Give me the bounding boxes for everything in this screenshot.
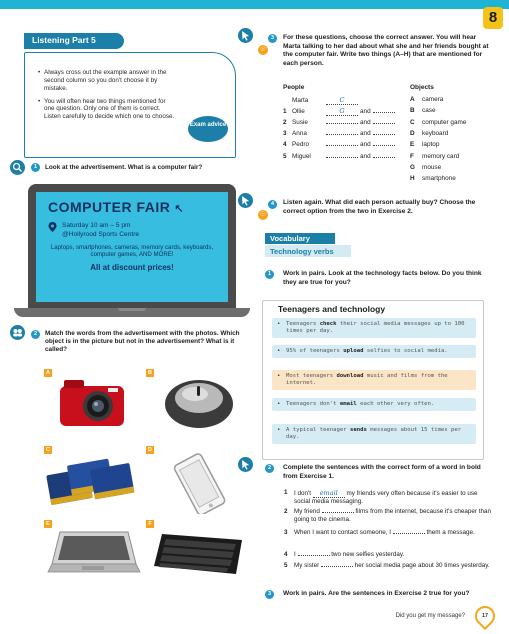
fact-text: music and films from the internet. xyxy=(286,373,448,386)
exercise-1-text: Look at the advertisement. What is a computer fair? xyxy=(45,164,203,171)
sentence-text: When I want to contact someone, I xyxy=(294,529,393,536)
answer-blank[interactable] xyxy=(326,145,358,146)
vocab-exercise-2-text: Complete the sentences with the correct form of a word in bold from Exercise 1. xyxy=(283,464,481,480)
tip-2: • You will often hear two things mentioned for one question. Only one of them is correct. Listen carefully to decide which one to choose. xyxy=(38,98,175,122)
object-letter: F xyxy=(410,152,414,160)
and-label: and xyxy=(360,152,371,160)
sentence-item xyxy=(284,508,494,524)
page-number-badge: 8 xyxy=(483,7,503,29)
fact-verb: upload xyxy=(343,348,364,354)
photo-label: A xyxy=(44,369,52,377)
answer-blank[interactable] xyxy=(298,555,330,556)
fact-item xyxy=(272,398,476,411)
and-label: and xyxy=(360,118,371,126)
advert-time: Saturday 10 am – 5 pm xyxy=(62,221,131,229)
object-option xyxy=(410,131,448,137)
object-name: smartphone xyxy=(422,175,456,183)
photo-label: C xyxy=(44,446,52,454)
location-pin-icon xyxy=(48,222,57,232)
fact-verb: sends xyxy=(350,427,367,433)
object-name: camera xyxy=(422,96,444,103)
people-row xyxy=(283,120,395,126)
cursor-icon xyxy=(238,193,253,208)
sentence-text: My sister xyxy=(294,562,321,569)
answer-blank[interactable] xyxy=(393,533,425,534)
camera-photo xyxy=(54,372,132,434)
object-name: keyboard xyxy=(422,129,449,137)
sentence-item xyxy=(284,529,494,537)
footer-title: Did you get my message? xyxy=(395,612,465,619)
cursor-icon xyxy=(238,457,253,472)
advert-title: COMPUTER FAIR ↖ xyxy=(48,199,185,215)
fact-item xyxy=(272,318,476,338)
people-row xyxy=(283,142,395,148)
people-row xyxy=(283,131,395,137)
answer-blank[interactable] xyxy=(322,512,354,513)
sentence-number: 3 xyxy=(284,529,288,536)
answer-blank[interactable]: email xyxy=(313,489,345,498)
object-name: mouse xyxy=(422,163,442,171)
person-name: Marta xyxy=(292,97,309,104)
exercise-number: 4 xyxy=(268,200,277,209)
advert-prices: All at discount prices! xyxy=(90,263,174,273)
fact-verb: download xyxy=(336,373,364,379)
object-letter: H xyxy=(410,175,415,183)
sentence-text: I don't xyxy=(294,490,313,497)
fact-text: Most teenagers xyxy=(286,373,337,379)
object-option xyxy=(410,120,466,126)
sentence-text: films from the internet, because it's cheaper than going to the cinema. xyxy=(294,508,492,524)
answer-blank[interactable] xyxy=(326,123,358,124)
people-row xyxy=(283,97,358,105)
object-name: laptop xyxy=(422,141,440,149)
tip-1: • Always cross out the example answer in the second column so you don't choose it by mistake. xyxy=(38,69,175,93)
fact-verb: check xyxy=(319,321,337,327)
object-option xyxy=(410,176,456,182)
people-row-number: 4 xyxy=(283,141,287,149)
exercise-number: 1 xyxy=(31,163,40,172)
answer-blank[interactable] xyxy=(326,157,358,158)
sentence-text: I xyxy=(294,551,298,558)
computer-fair-advert xyxy=(36,192,228,302)
cursor-icon xyxy=(238,28,253,43)
headphones-icon: ☉ xyxy=(258,210,268,220)
photo-label: D xyxy=(146,446,154,454)
search-icon xyxy=(10,160,25,175)
and-label: and xyxy=(360,129,371,137)
photo-label: F xyxy=(146,520,154,528)
laptop-notch xyxy=(118,308,146,311)
object-option xyxy=(410,165,441,171)
exam-advice-box xyxy=(24,52,236,158)
object-letter: A xyxy=(410,96,415,103)
fact-text: messages about 15 times per day. xyxy=(286,427,462,440)
mouse-photo xyxy=(155,372,243,434)
exercise-number: 3 xyxy=(265,590,274,599)
sentence-item xyxy=(284,562,494,570)
sentence-item xyxy=(284,551,494,559)
laptop-photo xyxy=(42,526,142,580)
fact-text: A typical teenager xyxy=(286,427,350,433)
person-name: Ollie xyxy=(292,108,305,116)
fact-text: 95% of teenagers xyxy=(286,348,344,354)
object-option xyxy=(410,142,439,148)
advert-items: Laptops, smartphones, cameras, memory cards, keyboards, computer games, AND MORE! xyxy=(50,243,214,259)
fact-item xyxy=(272,424,476,444)
answer-blank[interactable] xyxy=(321,566,353,567)
object-letter: G xyxy=(410,163,415,171)
people-row-number: 3 xyxy=(283,129,287,137)
person-name: Miguel xyxy=(292,152,311,160)
exercise-number: 3 xyxy=(268,34,277,43)
section-header: Listening Part 5 xyxy=(24,33,124,49)
fact-item xyxy=(272,345,476,358)
sentence-text: them a message. xyxy=(424,529,475,536)
vocabulary-topic: Technology verbs xyxy=(265,245,351,257)
fact-verb: email xyxy=(339,401,357,407)
object-option xyxy=(410,108,436,114)
objects-header: Objects xyxy=(410,84,434,91)
answer-blank[interactable] xyxy=(373,145,395,146)
sentence-text: her social media page about 30 times yesterday. xyxy=(352,562,490,569)
sentence-number: 4 xyxy=(284,551,288,558)
headphones-icon: ☉ xyxy=(258,45,268,55)
exercise-number: 1 xyxy=(265,270,274,279)
people-row-number: 5 xyxy=(283,152,287,160)
sentence-text: two new selfies yesterday. xyxy=(329,551,405,558)
object-option xyxy=(410,154,459,160)
sentence-text: My friend xyxy=(294,508,322,515)
answer-blank[interactable] xyxy=(373,112,395,113)
memory-cards-photo xyxy=(40,452,140,512)
sentence-item xyxy=(284,489,494,507)
sentence-text: my friends very often because it's easier to use social media messaging. xyxy=(294,490,478,506)
sentence-number: 1 xyxy=(284,489,288,496)
cursor-icon: ↖ xyxy=(174,203,185,215)
exercise-number: 2 xyxy=(31,330,40,339)
advert-when xyxy=(48,222,216,240)
object-name: memory card xyxy=(422,152,460,160)
photo-label: E xyxy=(44,520,52,528)
answer-blank[interactable] xyxy=(373,134,395,135)
answer-blank[interactable] xyxy=(326,134,358,135)
exercise-3-text: For these questions, choose the correct answer. You will hear Marta talking to her dad about what she and her friends bought at the computer fair. Write two things (A–H) that are mentioned for each person. xyxy=(283,34,489,67)
fact-text: selfies to social media. xyxy=(363,348,448,354)
vocab-exercise-3-text: Work in pairs. Are the sentences in Exercise 2 true for you? xyxy=(283,590,470,597)
people-row-number: 1 xyxy=(283,108,287,116)
people-row-number: 2 xyxy=(283,118,287,126)
object-letter: C xyxy=(410,118,415,126)
and-label: and xyxy=(360,141,371,149)
sentence-number: 2 xyxy=(284,508,288,515)
advert-venue: @Hollyrood Sports Centre xyxy=(62,230,140,238)
facts-box-title: Teenagers and technology xyxy=(278,304,386,314)
people-row xyxy=(283,154,395,160)
person-name: Anna xyxy=(292,129,307,137)
object-letter: E xyxy=(410,141,415,149)
speaking-icon xyxy=(10,325,25,340)
fact-text: each other very often. xyxy=(356,401,435,407)
footer-page-badge: 17 xyxy=(471,602,499,630)
answer-blank[interactable]: C xyxy=(326,97,358,105)
answer-blank[interactable] xyxy=(373,123,395,124)
exercise-4-text: Listen again. What did each person actually buy? Choose the correct option from the two in Exercise 2. xyxy=(283,199,476,215)
photo-label: B xyxy=(146,369,154,377)
vocabulary-header: Vocabulary xyxy=(265,233,335,244)
keyboard-photo xyxy=(150,528,248,578)
person-name: Pedro xyxy=(292,141,310,149)
exam-advice-badge: Exam advice xyxy=(188,116,228,142)
fact-text: Teenagers xyxy=(286,321,320,327)
answer-blank[interactable]: G xyxy=(326,108,358,116)
object-letter: D xyxy=(410,129,415,137)
object-name: computer game xyxy=(422,118,467,126)
object-letter: B xyxy=(410,107,415,115)
sentence-number: 5 xyxy=(284,562,288,569)
exercise-2-text: Match the words from the advertisement with the photos. Which object is in the picture but not in the advertisement? What is it called? xyxy=(45,330,240,353)
fact-text: Teenagers don't xyxy=(286,401,340,407)
fact-item xyxy=(272,370,476,390)
vocab-exercise-1-text: Work in pairs. Look at the technology facts below. Do you think they are true for you? xyxy=(283,270,482,286)
answer-blank[interactable] xyxy=(373,157,395,158)
object-name: case xyxy=(422,107,436,115)
fact-text: their social media messages up to 100 times per day. xyxy=(286,321,465,334)
person-name: Susie xyxy=(292,118,308,126)
exercise-number: 2 xyxy=(265,464,274,473)
object-option xyxy=(410,97,443,103)
people-header: People xyxy=(283,84,305,91)
and-label: and xyxy=(360,108,371,116)
people-row xyxy=(283,108,395,116)
top-bar xyxy=(0,0,509,9)
smartphone-photo xyxy=(160,452,240,514)
